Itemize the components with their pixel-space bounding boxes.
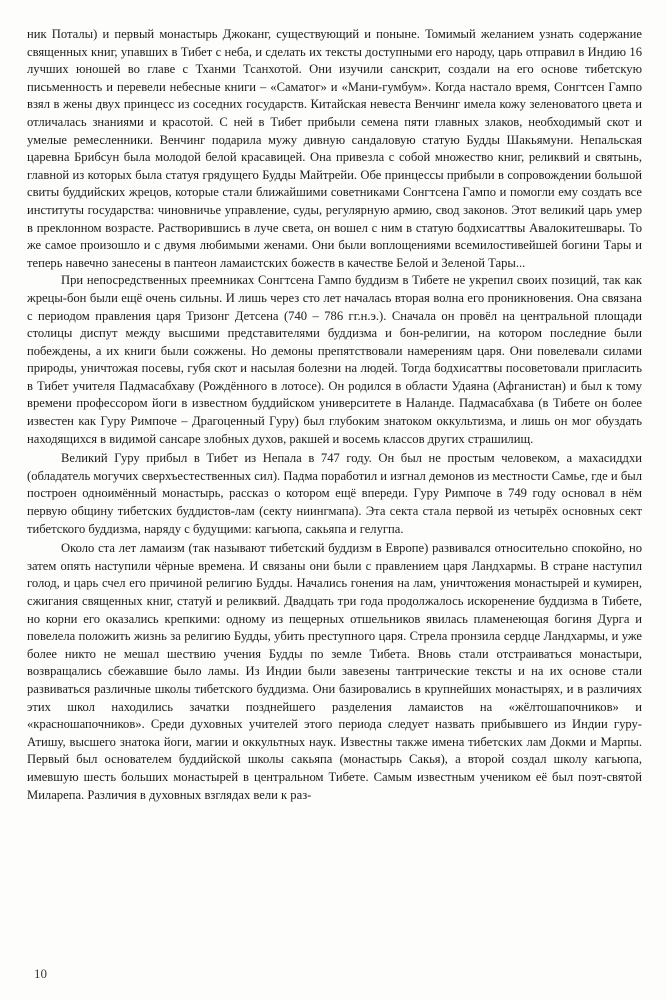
paragraph-lamaism-history: Около ста лет ламаизм (так называют тибетский буддизм в Европе) развивался относительно спокойно, но затем опять наступили чёрные времена. И связаны они были с правлением царя Ландхармы. В стране наступил голод, и царь счел его причиной религию Будды. Начались гонения на лам, уничтожения монастырей и кумирен, сжигания священных книг, статуй и реликвий. Двадцать три года продолжалось искоренение буддизма в Тибете, но корни его оказались крепкими: одному из пещерных отшельников явилась пламенеющая богиня Дурга и повелела положить жизнь за религию Будды, убить преступного царя. Стрела пронзила сердце Ландхармы, и уже более никто не мешал шествию учения Будды по земле Тибета. Вновь стали отстраиваться монастыри, возвращались сбежавшие было ламы. Из Индии были завезены тантрические тексты и на их основе стали развиваться различные школы тибетского буддизма. Они базировались в крупнейших монастырях, и в различиях этих школ находились зачатки позднейшего разделения ламаистов на «жёлтошапочников» и «красношапочников». Среди духовных учителей этого периода следует назвать прибывшего из Индии гуру-Атишу, высшего знатока йоги, магии и оккультных наук. Известны также имена тибетских лам Докми и Марпы. Первый был основателем буддийской школы сакьяпа (монастырь Сакья), а второй создал школу кагьюпа, имевшую шесть больших монастырей в центральном Тибете. Самым известным учеником её был поэт-святой Миларепа. Различия в духовных взглядах вели к раз-: [27, 541, 642, 802]
paragraph-successors: При непосредственных преемниках Сонгтсена Гампо буддизм в Тибете не укрепил своих позиций, так как жрецы-бон были ещё очень сильны. И лишь через сто лет началась вторая волна его проникновения. Она связана с периодом правления царя Тризонг Детсена (740 – 786 гг.н.э.). Сначала он провёл на центральной площади столицы диспут между высшими представителями буддизма и бон-религии, на котором последние были побеждены, а их книги были сожжены. Но демоны препятствовали намерениям царя. Они повелевали силами природы, уничтожая посевы, губя скот и насылая болезни на людей. Тогда бодхисаттвы посоветовали пригласить в Тибет учителя Падмасабхаву (Рождённого в лотосе). Он родился в области Удаяна (Афганистан) и был к тому времени профессором йоги в известном буддийском университете в Наланде. Падмасабхава (в Тибете он более известен как Гуру Римпоче – Драгоценный Гуру) был глубоким знатоком оккультизма, и лишь он мог обуздать находящихся в видимой сансаре злобных духов, ракшей и восемь классов других страшилищ.: [27, 273, 642, 446]
page-number: 10: [34, 966, 47, 981]
body-text: [27, 26, 642, 804]
paragraph-continuation: ник Поталы) и первый монастырь Джоканг, существующий и поныне. Томимый желанием узнать содержание священных книг, упавших в Тибет с неба, и сделать их тексты доступными его народу, царь отправил в Индию 16 лучших юношей во главе с Тханми Тсанхотой. Они изучили санскрит, создали на его основе тибетскую письменность и перевели небесные книги – «Саматог» и «Мани-гумбум». Когда настало время, Сонгтсен Гампо взял в жены двух принцесс из соседних государств. Китайская невеста Венчинг имела кожу зеленоватого цвета и отличалась знаниями и красотой. С ней в Тибет прибыли семена пяти главных злаков, необходимый скот и умелые ремесленники. Венчинг подарила мужу дивную сандаловую статую Будды Шакьямуни. Непальская царевна Брибсун была молодой белой красавицей. Она привезла с собой множество книг, реликвий и святынь, главной из которых была статуя грядущего Будды Майтрейи. Обе принцессы прибыли в сопровождении большой свиты буддийских жрецов, которые стали ближайшими советниками Сонгтсена Гампо и помогли ему создать все институты государства: чиновничье управление, суды, регулярную армию, свод законов. Этот великий царь умер в преклонном возрасте. Растворившись в луче света, он вошел с ним в статую бодхисаттвы Авалокитешвары. То же самое произошло и с двумя любимыми женами. Они были воплощениями всемилостивейшей богини Тары и теперь навечно занесены в пантеон ламаистских божеств в качестве Белой и Зеленой Тары...: [27, 27, 642, 270]
paragraph-great-guru: Великий Гуру прибыл в Тибет из Непала в 747 году. Он был не простым человеком, а махасиддхи (обладатель могучих сверхъестественных сил). Падма поработил и изгнал демонов из местности Самье, где и был построен одноимённый монастырь, рассказ о котором ещё впереди. Гуру Римпоче в 749 году основал в нём первую общину тибетских буддистов-лам (секту ниингмапа). Эта секта стала первой из четырёх основных сект тибетского буддизма, наряду с будущими: кагьюпа, сакьяпа и гелугпа.: [27, 451, 642, 536]
